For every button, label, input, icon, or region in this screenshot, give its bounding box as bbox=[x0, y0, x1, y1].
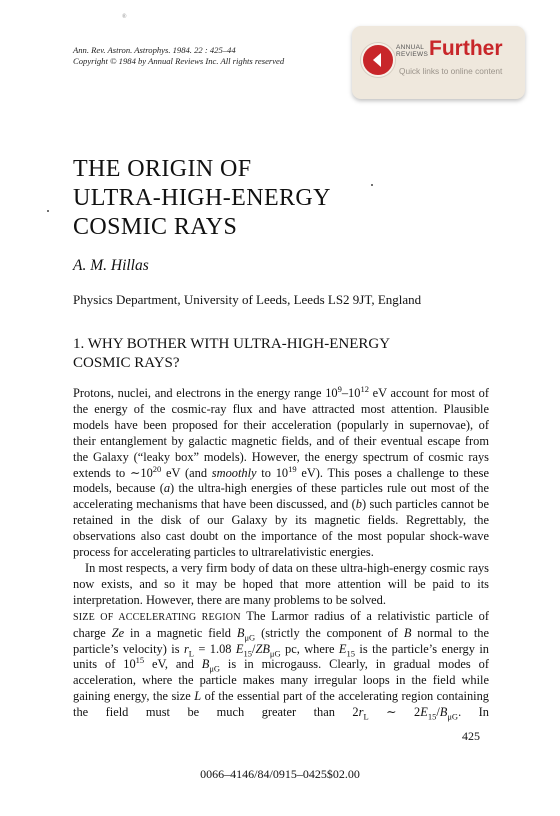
journal-citation bbox=[73, 45, 284, 67]
journal-line: Ann. Rev. Astron. Astrophys. 1984. 22 : 425–44 bbox=[73, 45, 236, 55]
annual-reviews-label: ANNUAL REVIEWS bbox=[396, 44, 429, 58]
footer bbox=[0, 767, 560, 782]
footer-code: 0066–4146/84/0915–0425$02.00 bbox=[200, 767, 360, 781]
further-subtitle: Quick links to online content bbox=[399, 66, 503, 76]
section-heading-line: 1. WHY BOTHER WITH ULTRA-HIGH-ENERGY bbox=[73, 336, 391, 352]
author-name: A. M. Hillas bbox=[73, 257, 149, 274]
header-mark: ® bbox=[122, 14, 127, 20]
paragraph-3: SIZE OF ACCELERATING REGION The Larmor radius of a relativistic particle of charge Ze in a magnetic field $B_{\mu G}$ (strictly the component of B normal to the particle’s velocity) is $r_L = 1.08$ $E_{15}/ZB_{\mu G}$ pc, where $E_{15}$ is the particle’s energy in units of $10^{15}$ eV, and $B_{\mu G}$ is in microgauss. Clearly, in gradual modes of acceleration, where the particle makes many irregular loops in the field while gaining energy, the size L of the essential part of the accelerating region containing the field must be much greater than $2r_L$ ∼ $2E_{15}/B_{\mu G}$. In bbox=[73, 608, 490, 722]
arrow-left-icon bbox=[361, 43, 395, 77]
page-number: 425 bbox=[462, 729, 480, 743]
article-title bbox=[73, 155, 331, 242]
author-affiliation: Physics Department, University of Leeds, Leeds LS2 9JT, England bbox=[73, 292, 422, 307]
section-heading bbox=[73, 335, 390, 373]
title-line: ULTRA-HIGH-ENERGY bbox=[73, 185, 331, 211]
title-line: THE ORIGIN OF bbox=[73, 156, 252, 182]
body-text bbox=[73, 383, 490, 722]
further-wordmark: Further bbox=[429, 37, 503, 60]
run-in-heading: SIZE OF ACCELERATING REGION bbox=[73, 611, 241, 623]
copyright-line: Copyright © 1984 by Annual Reviews Inc. All rights reserved bbox=[73, 56, 285, 66]
section-heading-line: COSMIC RAYS? bbox=[73, 355, 180, 371]
paragraph-1: Protons, nuclei, and electrons in the energy range $10^9-10^{12}$ eV account for most of the energy of the cosmic-ray flux and have attracted most attention. Plausible models have been proposed for their acceleration (popularly in supernovae), of their entanglement by galactic magnetic fields, and of their eventual escape from the Galaxy (“leaky box” models). However, the energy spectrum of cosmic rays extends to $\sim 10^{20}$ eV (and smoothly to $10^{19}$ eV). This poses a challenge to these models, because (a) the ultra-high energies of these particles rule out most of the accelerating mechanisms that have been discussed, and (b) such particles cannot be retained in the disk of our Galaxy by its magnetic fields. Regrettably, the observations also cast doubt on the importance of the most popular shock-wave process for accelerating particles to ultrarelativistic energies. bbox=[73, 383, 489, 560]
stray-dot bbox=[47, 210, 49, 212]
stray-dot bbox=[371, 184, 373, 186]
paragraph-2: In most respects, a very firm body of data on these ultra-high-energy cosmic rays now exists, and so it may be hoped that more attention will be paid to its interpretation. However, there are many problems to be solved. bbox=[73, 560, 489, 607]
further-badge[interactable] bbox=[352, 26, 525, 99]
title-line: COSMIC RAYS bbox=[73, 214, 238, 240]
